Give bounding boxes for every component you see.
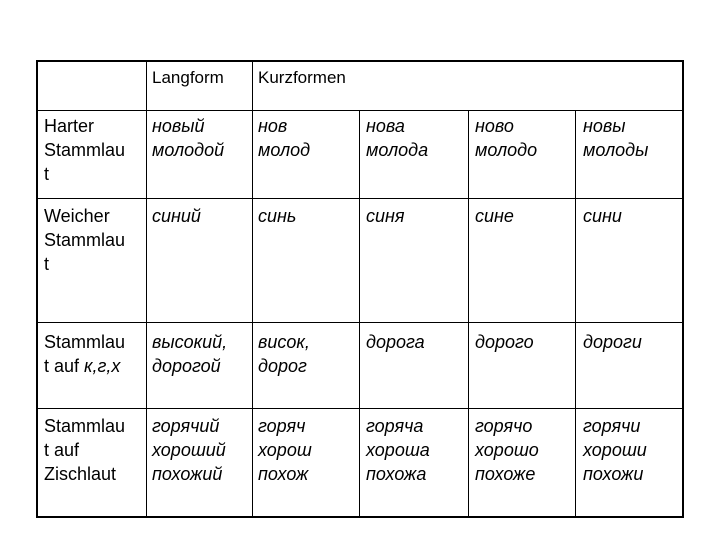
declension-table — [36, 60, 684, 518]
row-3-form-feminine: дорога — [366, 332, 425, 352]
row-4-form-plural: горячи хороши похожи — [583, 416, 647, 484]
row-label-hard-stem: Harter Stammlau t — [44, 116, 126, 184]
row-divider-3 — [38, 322, 682, 323]
row-label-kgx-letters: к,г,х — [84, 356, 121, 376]
col-divider-3 — [359, 110, 360, 516]
row-3-form-masculine: висок, дорог — [258, 332, 310, 376]
col-divider-5 — [575, 110, 576, 516]
row-4-form-masculine: горяч хорош похож — [258, 416, 312, 484]
row-label-sibilant-stem: Stammlau t auf Zischlaut — [44, 416, 126, 484]
col-divider-2 — [252, 62, 253, 516]
row-divider-4 — [38, 408, 682, 409]
row-1-form-plural: новы молоды — [583, 116, 649, 160]
row-2-form-feminine: синя — [366, 206, 405, 226]
row-divider-1 — [38, 110, 682, 111]
row-1-form-feminine: нова молода — [366, 116, 429, 160]
row-1-form-masculine: нов молод — [258, 116, 311, 160]
row-label-soft-stem: Weicher Stammlau t — [44, 206, 126, 274]
row-1-form-neuter: ново молодо — [475, 116, 538, 160]
row-2-form-masculine: синь — [258, 206, 297, 226]
row-2-langform: синий — [152, 206, 201, 226]
row-label-kgx-stem — [44, 330, 125, 378]
row-2-form-plural: сини — [583, 206, 622, 226]
row-3-form-neuter: дорого — [475, 332, 534, 352]
row-3-langform: высокий, дорогой — [152, 332, 228, 376]
col-divider-4 — [468, 110, 469, 516]
header-langform: Langform — [152, 68, 224, 87]
row-2-form-neuter: сине — [475, 206, 514, 226]
col-divider-1 — [146, 62, 147, 516]
row-4-form-feminine: горяча хороша похожа — [366, 416, 430, 484]
row-label-kgx-prefix: Stammlau t auf — [44, 332, 126, 376]
row-4-langform: горячий хороший похожий — [152, 416, 226, 484]
row-1-langform: новый молодой — [152, 116, 225, 160]
header-kurzformen: Kurzformen — [258, 68, 346, 87]
row-4-form-neuter: горячо хорошо похоже — [475, 416, 539, 484]
row-3-form-plural: дороги — [583, 332, 642, 352]
row-divider-2 — [38, 198, 682, 199]
